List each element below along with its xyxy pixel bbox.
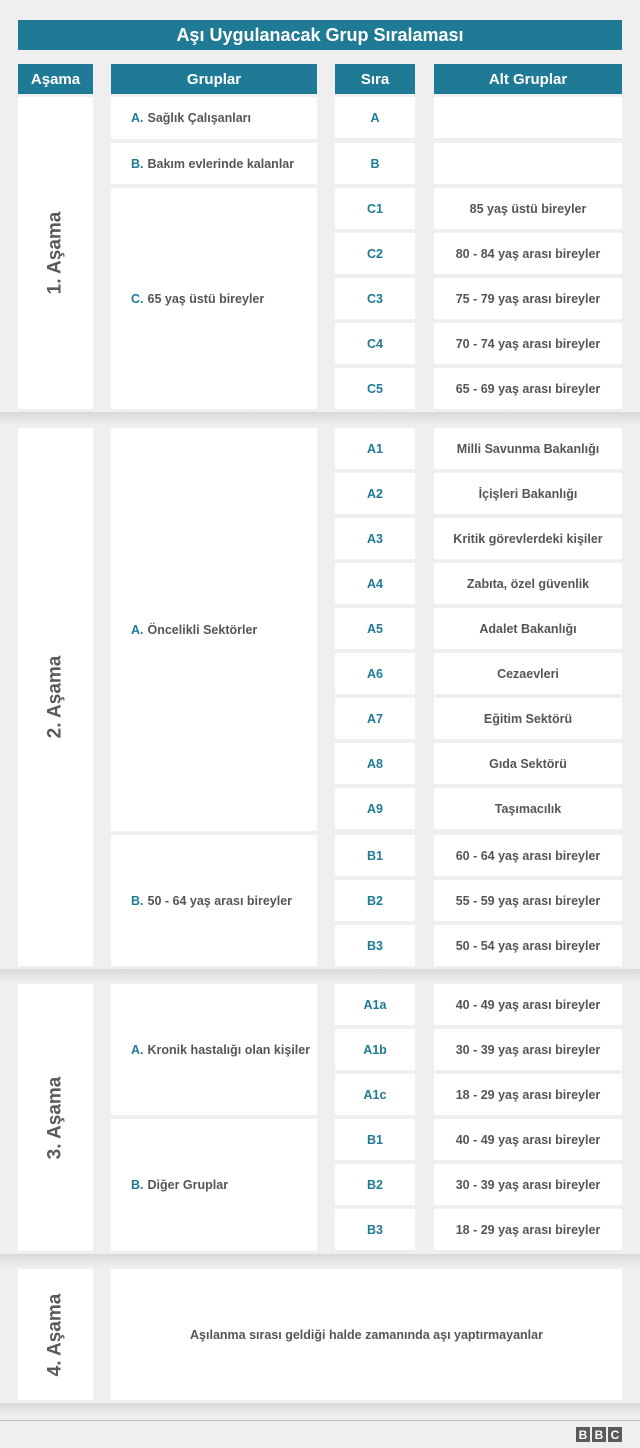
stage-4-cell	[18, 1269, 93, 1400]
subgroup-cell	[434, 97, 622, 138]
order-code: A1b	[335, 1029, 415, 1070]
order-code: C1	[335, 188, 415, 229]
subgroup-cell: Taşımacılık	[434, 788, 622, 829]
order-code: A3	[335, 518, 415, 559]
subgroup-cell: İçişleri Bakanlığı	[434, 473, 622, 514]
order-code: C4	[335, 323, 415, 364]
order-code: B2	[335, 880, 415, 921]
subgroup-cell: Eğitim Sektörü	[434, 698, 622, 739]
order-code: B1	[335, 1119, 415, 1160]
group-letter: A.	[131, 622, 144, 637]
subgroup-cell: 80 - 84 yaş arası bireyler	[434, 233, 622, 274]
subgroup-cell: 18 - 29 yaş arası bireyler	[434, 1074, 622, 1115]
subgroup-cell: 60 - 64 yaş arası bireyler	[434, 835, 622, 876]
stage-1-label: 1. Aşama	[44, 211, 66, 295]
subgroup-cell: 50 - 54 yaş arası bireyler	[434, 925, 622, 966]
subgroup-cell: 30 - 39 yaş arası bireyler	[434, 1029, 622, 1070]
group-text: 65 yaş üstü bireyler	[147, 291, 265, 306]
group-text: Sağlık Çalışanları	[147, 111, 252, 125]
subgroup-cell: Milli Savunma Bakanlığı	[434, 428, 622, 469]
group-text: 50 - 64 yaş arası bireyler	[147, 893, 293, 908]
group-cell	[111, 97, 317, 139]
header-order: Sıra	[335, 64, 415, 94]
order-code: A4	[335, 563, 415, 604]
group-letter: B.	[131, 1178, 144, 1192]
group-cell	[111, 984, 317, 1115]
group-letter: B.	[131, 893, 144, 908]
order-code: A2	[335, 473, 415, 514]
order-code: B3	[335, 1209, 415, 1250]
group-cell	[111, 1119, 317, 1251]
group-text: Öncelikli Sektörler	[147, 622, 258, 637]
group-cell	[111, 188, 317, 409]
group-cell	[111, 835, 317, 966]
group-letter: C.	[131, 291, 144, 306]
subgroup-cell	[434, 143, 622, 184]
stage-3-label: 3. Aşama	[44, 1076, 66, 1159]
stage-1-cell	[18, 97, 93, 409]
subgroup-cell: 65 - 69 yaş arası bireyler	[434, 368, 622, 409]
subgroup-cell: 55 - 59 yaş arası bireyler	[434, 880, 622, 921]
group-text: Kronik hastalığı olan kişiler	[147, 1042, 311, 1057]
bbc-logo-letter: C	[608, 1427, 622, 1442]
group-cell	[111, 428, 317, 831]
stage-2-label: 2. Aşama	[44, 655, 66, 739]
order-code: C5	[335, 368, 415, 409]
group-letter: A.	[131, 1042, 144, 1057]
header-subgroups: Alt Gruplar	[434, 64, 622, 94]
subgroup-cell: Zabıta, özel güvenlik	[434, 563, 622, 604]
order-code: B	[335, 143, 415, 184]
order-code: A5	[335, 608, 415, 649]
group-letter: A.	[131, 111, 144, 125]
order-code: A	[335, 97, 415, 138]
order-code: A6	[335, 653, 415, 694]
subgroup-cell: 75 - 79 yaş arası bireyler	[434, 278, 622, 319]
subgroup-cell: Kritik görevlerdeki kişiler	[434, 518, 622, 559]
order-code: A1	[335, 428, 415, 469]
subgroup-cell: 18 - 29 yaş arası bireyler	[434, 1209, 622, 1250]
order-code: B3	[335, 925, 415, 966]
order-code: A7	[335, 698, 415, 739]
header-groups: Gruplar	[111, 64, 317, 94]
header-stage: Aşama	[18, 64, 93, 94]
order-code: A1a	[335, 984, 415, 1025]
bbc-logo-letter: B	[592, 1427, 606, 1442]
subgroup-cell: Cezaevleri	[434, 653, 622, 694]
order-code: A9	[335, 788, 415, 829]
group-cell	[111, 143, 317, 184]
stage-3-cell	[18, 984, 93, 1251]
group-text: Bakım evlerinde kalanlar	[147, 156, 295, 171]
subgroup-cell: 40 - 49 yaş arası bireyler	[434, 984, 622, 1025]
subgroup-cell: Gıda Sektörü	[434, 743, 622, 784]
bbc-logo-letter: B	[576, 1427, 590, 1442]
bbc-logo	[576, 1427, 622, 1442]
order-code: B1	[335, 835, 415, 876]
stage-4-note: Aşılanma sırası geldiği halde zamanında aşı yaptırmayanlar	[111, 1269, 622, 1400]
stage-divider	[0, 1254, 640, 1268]
group-text: Diğer Gruplar	[147, 1178, 229, 1192]
stage-divider	[0, 969, 640, 983]
stage-divider	[0, 1403, 640, 1417]
order-code: A1c	[335, 1074, 415, 1115]
stage-4-label: 4. Aşama	[44, 1293, 66, 1376]
footer-rule	[0, 1420, 640, 1421]
subgroup-cell: 40 - 49 yaş arası bireyler	[434, 1119, 622, 1160]
subgroup-cell: 30 - 39 yaş arası bireyler	[434, 1164, 622, 1205]
infographic-title: Aşı Uygulanacak Grup Sıralaması	[18, 20, 622, 50]
order-code: A8	[335, 743, 415, 784]
order-code: C3	[335, 278, 415, 319]
subgroup-cell: 85 yaş üstü bireyler	[434, 188, 622, 229]
subgroup-cell: 70 - 74 yaş arası bireyler	[434, 323, 622, 364]
stage-divider	[0, 412, 640, 426]
subgroup-cell: Adalet Bakanlığı	[434, 608, 622, 649]
group-letter: B.	[131, 156, 144, 171]
stage-2-cell	[18, 428, 93, 966]
order-code: C2	[335, 233, 415, 274]
order-code: B2	[335, 1164, 415, 1205]
